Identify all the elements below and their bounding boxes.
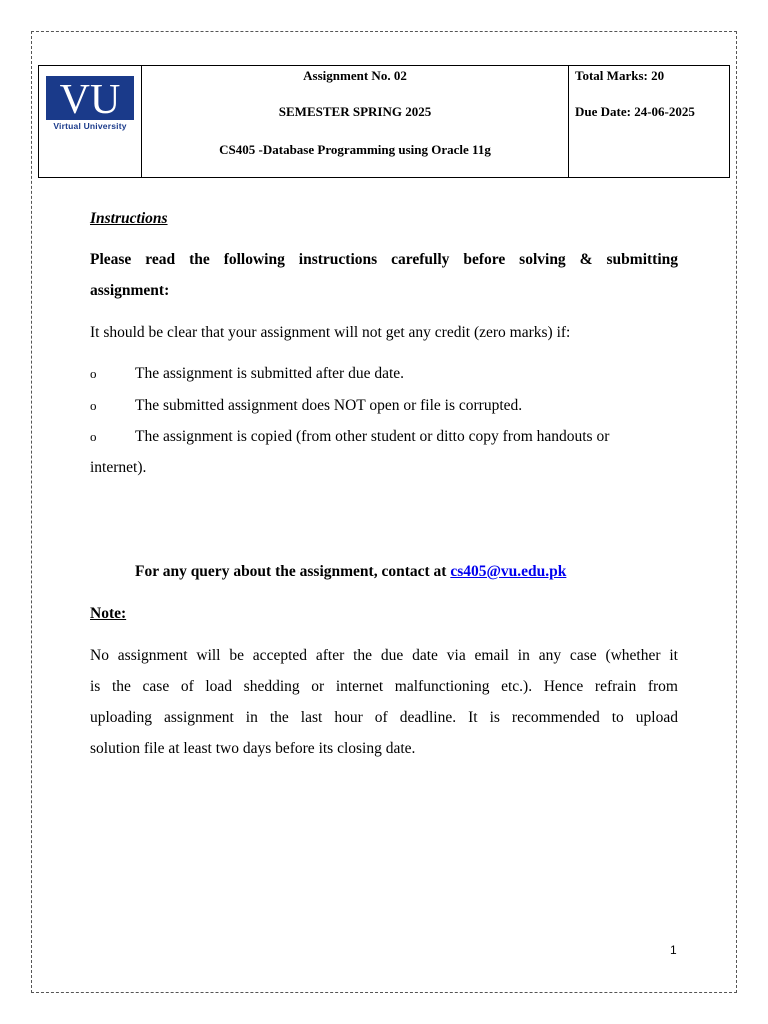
note-line-2: is the case of load shedding or internet malfunctioning etc.). Hence refrain from — [90, 678, 678, 695]
note-line-4: solution file at least two days before its closing date. — [90, 740, 416, 757]
logo-cell — [39, 66, 142, 177]
svg-text:VU: VU — [59, 77, 121, 120]
assignment-number: Assignment No. 02 — [303, 68, 407, 83]
instructions-intro: It should be clear that your assignment will not get any credit (zero marks) if: — [90, 324, 571, 341]
query-text: For any query about the assignment, contact at — [135, 563, 451, 580]
query-line — [135, 556, 566, 587]
vu-logo — [46, 76, 134, 120]
semester: SEMESTER SPRING 2025 — [278, 104, 432, 119]
list-item-text: The assignment is copied (from other student or ditto copy from handouts or — [135, 428, 610, 445]
note-line-3: uploading assignment in the last hour of deadline. It is recommended to upload — [90, 709, 678, 726]
list-item-text: The submitted assignment does NOT open or file is corrupted. — [135, 397, 523, 414]
header-table — [38, 65, 730, 178]
instructions-heading: Instructions — [90, 210, 168, 227]
note-heading: Note: — [90, 605, 127, 622]
bullet-icon: o — [90, 366, 97, 381]
instructions-lead-line2: assignment: — [90, 282, 170, 299]
contact-email-link[interactable]: cs405@vu.edu.pk — [450, 563, 567, 580]
course-title: CS405 -Database Programming using Oracle 11g — [219, 142, 491, 157]
list-item-continuation: internet). — [90, 459, 147, 476]
bullet-icon: o — [90, 429, 97, 444]
bullet-icon: o — [90, 398, 97, 413]
logo-caption: Virtual University — [53, 121, 127, 131]
note-line-1: No assignment will be accepted after the due date via email in any case (whether it — [90, 647, 678, 664]
list-item-text: The assignment is submitted after due date. — [135, 365, 405, 382]
total-marks: Total Marks: 20 — [575, 68, 665, 83]
due-date: Due Date: 24-06-2025 — [575, 104, 695, 119]
page-number: 1 — [670, 943, 677, 957]
header-right-cell — [569, 66, 729, 177]
header-center-cell — [142, 66, 569, 177]
instructions-lead-line1: Please read the following instructions carefully before solving & submitting — [90, 251, 678, 268]
